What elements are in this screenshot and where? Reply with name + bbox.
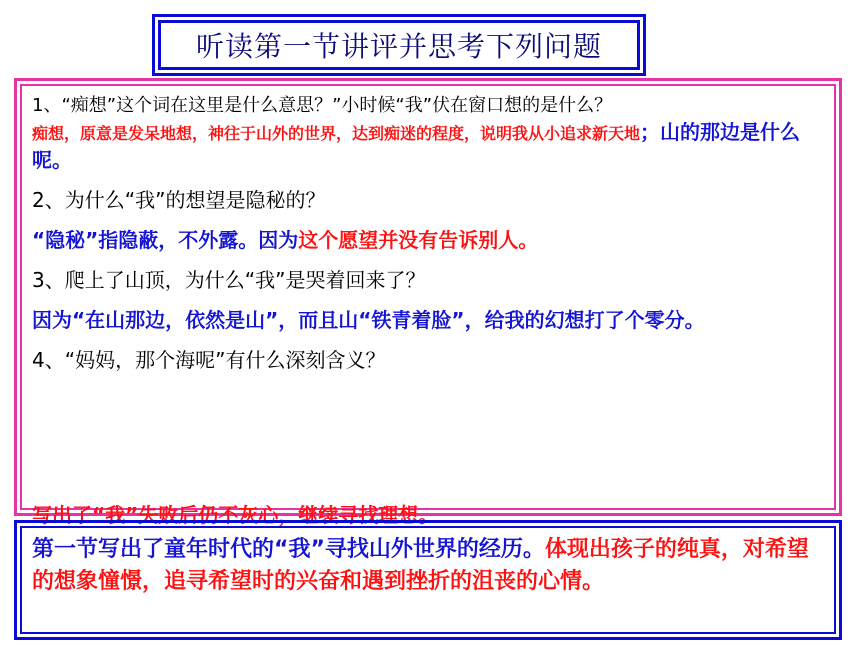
answer-1-part1: 痴想，原意是发呆地想，神往于山外的世界，达到痴迷的程度，说明我从小追求新天地 [32, 124, 641, 143]
answer-3: 因为“在山那边，依然是山”，而且山“铁青着脸”，给我的幻想打了个零分。 [32, 308, 705, 332]
summary-frame [14, 520, 842, 640]
answer-1 [32, 119, 826, 175]
answer-1-part2: ；山的那边是什么呢。 [32, 120, 801, 172]
question-3: 3、爬上了山顶，为什么“我”是哭着回来了？ [32, 268, 426, 292]
title-frame [152, 14, 646, 76]
summary-panel [20, 526, 836, 634]
question-2: 2、为什么“我”的想望是隐秘的？ [32, 188, 326, 212]
summary-part2: 体现出孩子的纯真，对希望的想象憧憬，追寻希望时的兴奋和遇到挫折的沮丧的心情。 [32, 537, 809, 594]
answer-4: 写出了“我”失败后仍不灰心，继续寻找理想。 [32, 503, 439, 527]
question-4: 4、“妈妈，那个海呢”有什么深刻含义？ [32, 348, 386, 372]
answer-2-part1: “隐秘”指隐蔽，不外露。因为 [32, 228, 299, 252]
question-1: 1、“痴想”这个词在这里是什么意思？”小时候“我”伏在窗口想的是什么？ [32, 95, 613, 116]
slide-title: 听读第一节讲评并思考下列问题 [158, 20, 640, 70]
questions-frame [14, 78, 842, 527]
questions-panel [20, 84, 836, 527]
summary-part1: 第一节写出了童年时代的“我”寻找山外世界的经历。 [32, 537, 545, 562]
answer-2 [32, 225, 826, 255]
answer-2-part2: 这个愿望并没有告诉别人。 [298, 228, 539, 252]
